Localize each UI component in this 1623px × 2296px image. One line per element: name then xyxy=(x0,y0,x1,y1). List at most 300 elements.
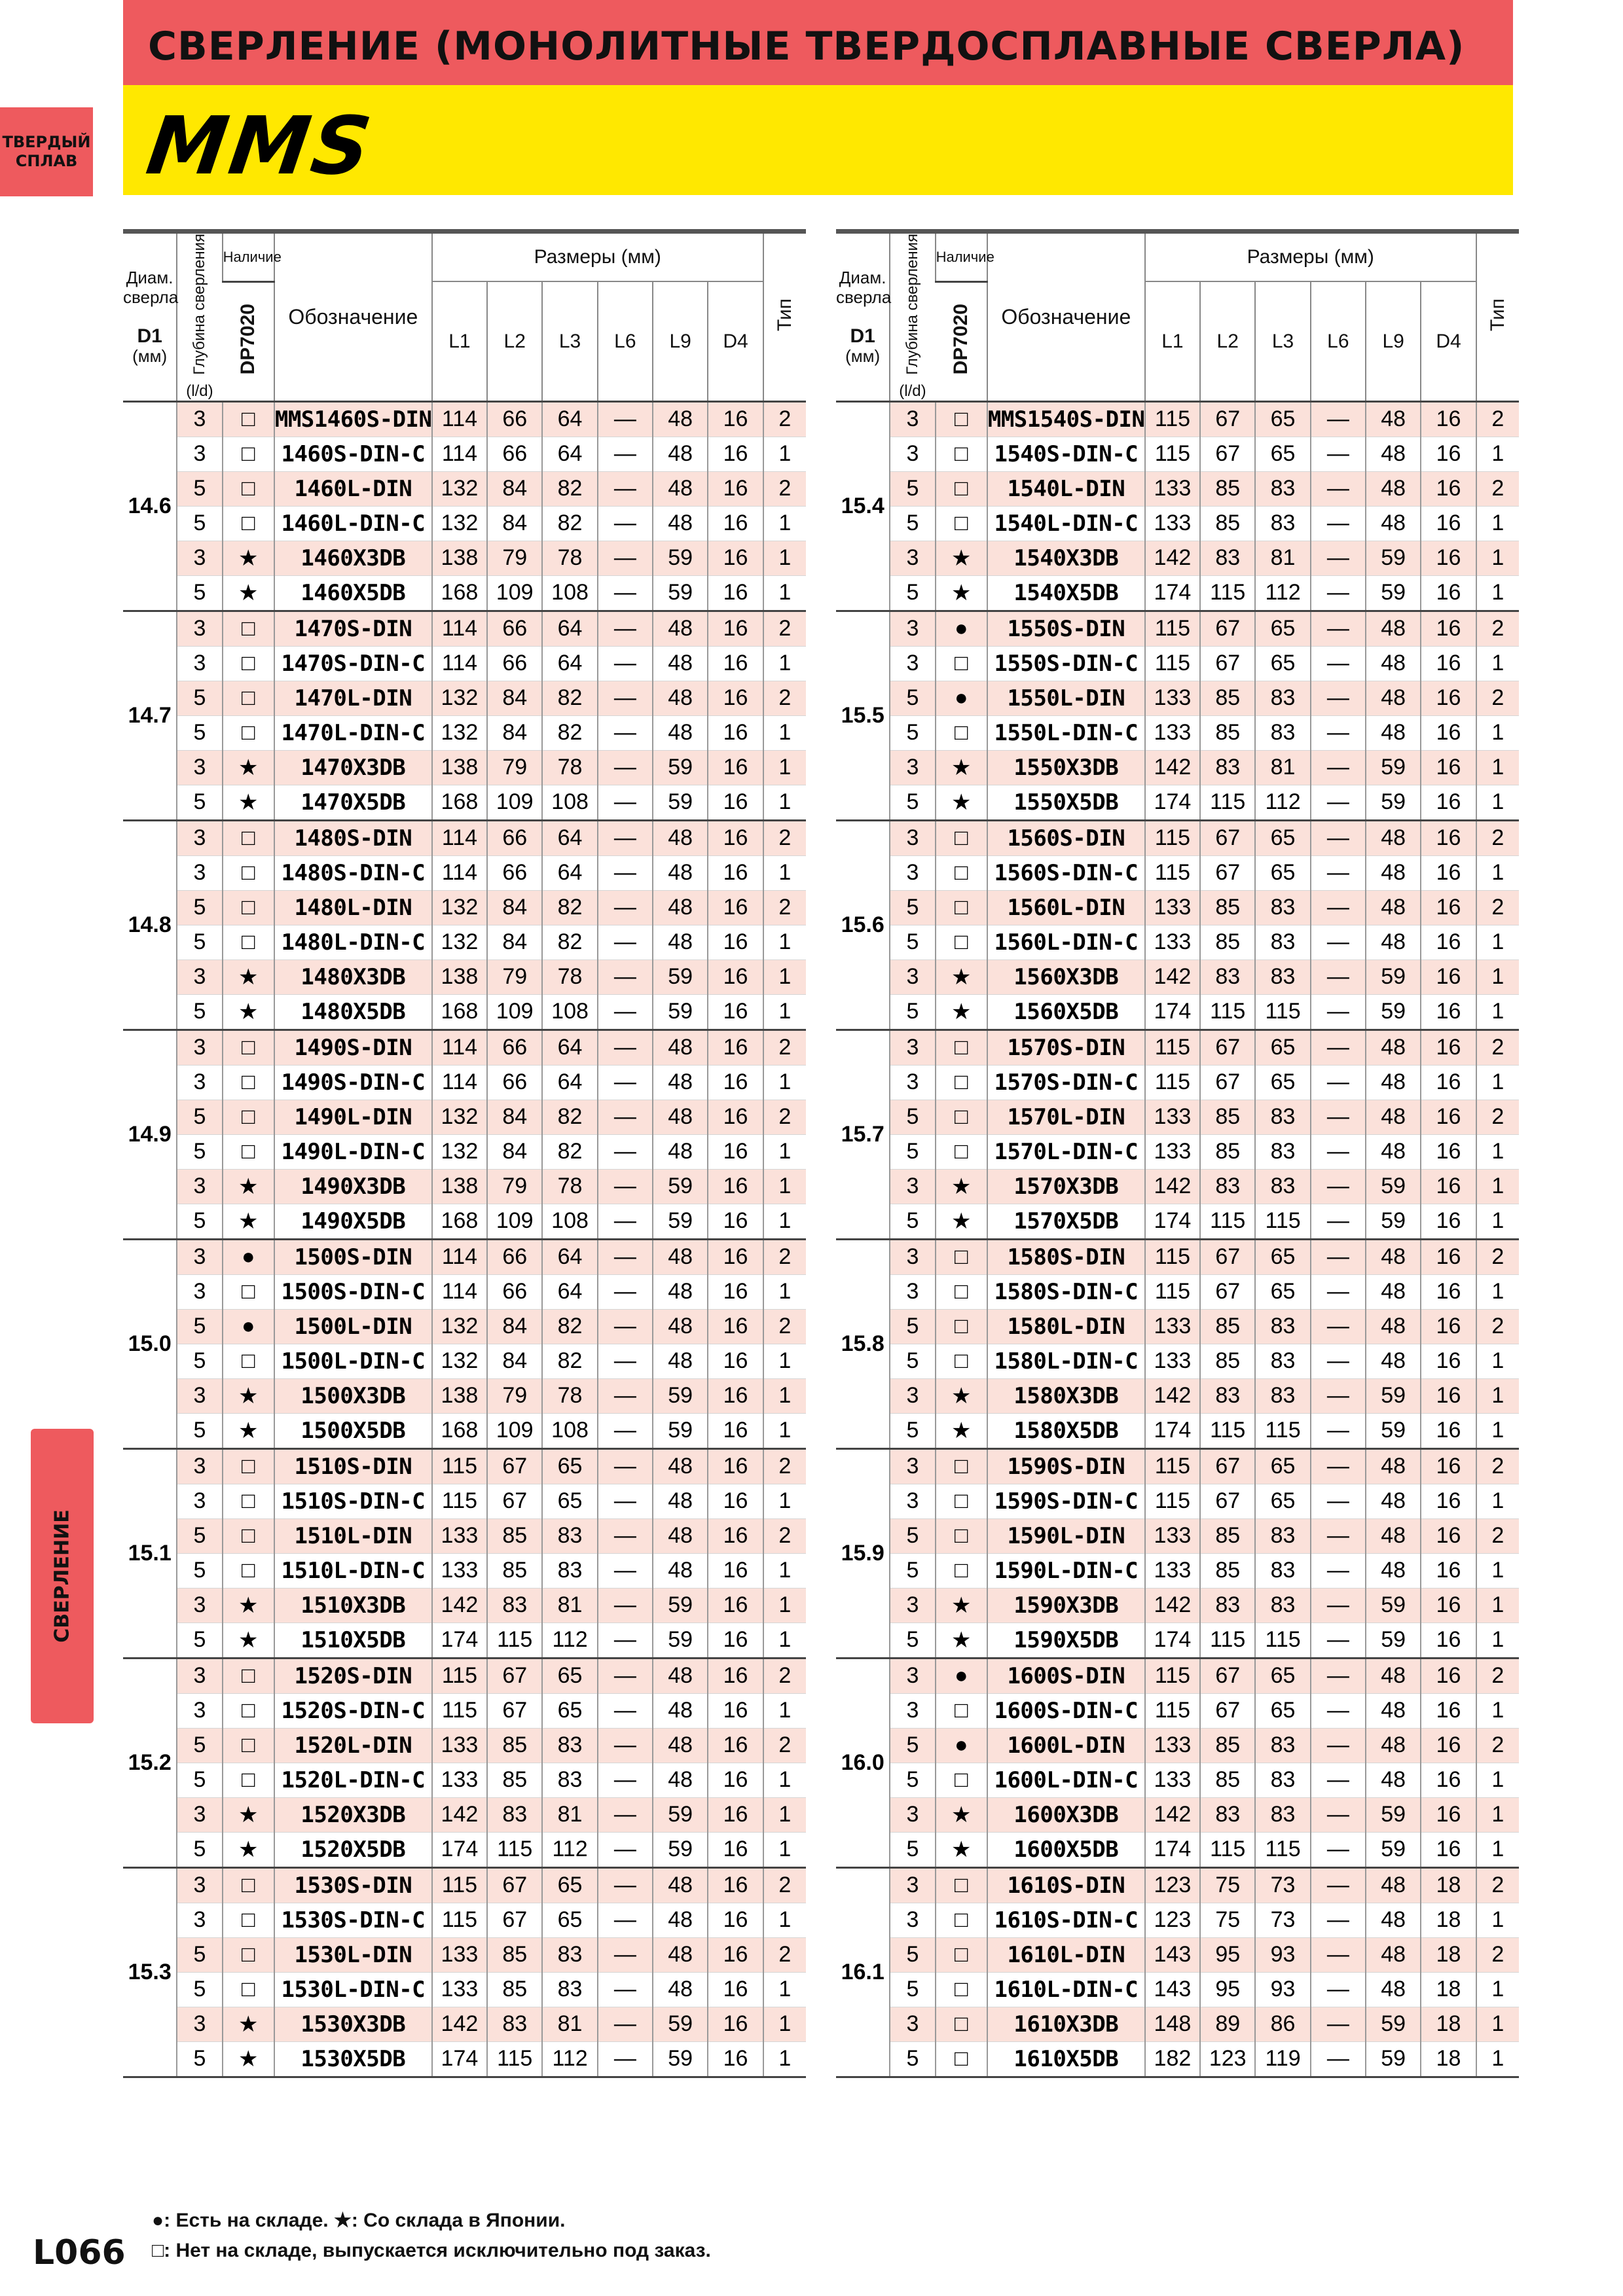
d4-cell: 16 xyxy=(708,1693,763,1728)
l3-cell: 83 xyxy=(1255,925,1310,960)
availability-cell: □ xyxy=(936,1274,987,1309)
l9-cell: 48 xyxy=(653,1309,708,1344)
l9-cell: 59 xyxy=(653,1623,708,1658)
l3-cell: 78 xyxy=(542,1169,597,1204)
d4-cell: 16 xyxy=(1421,1588,1476,1623)
designation-cell: 1490L-DIN xyxy=(274,1100,432,1134)
l6-cell: — xyxy=(598,1169,653,1204)
availability-cell: □ xyxy=(936,471,987,506)
l2-cell: 109 xyxy=(487,1413,542,1448)
l3-cell: 64 xyxy=(542,855,597,890)
availability-cell: ★ xyxy=(223,1623,274,1658)
l6-cell: — xyxy=(598,2041,653,2077)
l6-cell: — xyxy=(598,855,653,890)
d4-cell: 16 xyxy=(708,1588,763,1623)
table-row xyxy=(123,890,806,925)
l6-cell: — xyxy=(1311,681,1366,715)
l6-cell: — xyxy=(598,1518,653,1553)
designation-cell: 1600L-DIN xyxy=(987,1728,1145,1763)
l6-cell: — xyxy=(598,1065,653,1100)
designation-cell: 1580S-DIN xyxy=(987,1239,1145,1274)
availability-cell: □ xyxy=(936,1309,987,1344)
l1-cell: 148 xyxy=(1145,2007,1200,2041)
designation-cell: 1490X3DB xyxy=(274,1169,432,1204)
depth-cell: 5 xyxy=(177,1344,222,1378)
depth-cell: 5 xyxy=(890,1344,935,1378)
l2-cell: 109 xyxy=(487,1204,542,1239)
l9-cell: 48 xyxy=(1366,1134,1421,1169)
table-row xyxy=(123,1413,806,1448)
designation-cell: 1580L-DIN-C xyxy=(987,1344,1145,1378)
l1-header: L1 xyxy=(1145,281,1200,401)
table-row xyxy=(123,1239,806,1274)
designation-cell: 1520X3DB xyxy=(274,1797,432,1832)
l9-cell: 48 xyxy=(1366,1100,1421,1134)
diameter-cell: 15.9 xyxy=(836,1448,890,1658)
table-header xyxy=(836,232,1519,402)
l1-cell: 168 xyxy=(432,994,487,1030)
depth-cell: 3 xyxy=(890,750,935,785)
availability-cell: ● xyxy=(936,1728,987,1763)
table-row xyxy=(836,1344,1519,1378)
table-row xyxy=(836,1588,1519,1623)
l3-cell: 83 xyxy=(1255,715,1310,750)
d4-cell: 16 xyxy=(1421,1239,1476,1274)
table-row xyxy=(836,2041,1519,2077)
l3-cell: 83 xyxy=(542,1972,597,2007)
l9-cell: 48 xyxy=(1366,715,1421,750)
d4-cell: 16 xyxy=(1421,1658,1476,1693)
availability-cell: □ xyxy=(936,925,987,960)
depth-cell: 3 xyxy=(890,1588,935,1623)
table-row xyxy=(123,1030,806,1065)
type-cell: 1 xyxy=(763,1693,806,1728)
l9-cell: 48 xyxy=(1366,471,1421,506)
l2-header: L2 xyxy=(1200,281,1255,401)
l2-cell: 85 xyxy=(1200,506,1255,541)
l3-cell: 112 xyxy=(1255,785,1310,820)
l2-cell: 84 xyxy=(487,1309,542,1344)
availability-cell: □ xyxy=(223,611,274,646)
l2-cell: 66 xyxy=(487,437,542,471)
type-cell: 1 xyxy=(1476,1344,1519,1378)
l1-cell: 115 xyxy=(1145,820,1200,855)
type-cell: 1 xyxy=(763,1484,806,1518)
l6-cell: — xyxy=(1311,820,1366,855)
l3-cell: 64 xyxy=(542,401,597,437)
designation-cell: 1550X3DB xyxy=(987,750,1145,785)
l6-header: L6 xyxy=(1311,281,1366,401)
l3-cell: 83 xyxy=(1255,1378,1310,1413)
table-row xyxy=(836,1274,1519,1309)
availability-cell: ● xyxy=(223,1239,274,1274)
l9-cell: 48 xyxy=(653,1065,708,1100)
d4-cell: 16 xyxy=(1421,715,1476,750)
table-row xyxy=(836,506,1519,541)
l1-cell: 115 xyxy=(1145,1274,1200,1309)
depth-cell: 3 xyxy=(177,1030,222,1065)
designation-cell: 1530X5DB xyxy=(274,2041,432,2077)
table-row xyxy=(836,1867,1519,1903)
availability-cell: □ xyxy=(936,1763,987,1797)
d4-header: D4 xyxy=(1421,281,1476,401)
l6-cell: — xyxy=(1311,1134,1366,1169)
l3-cell: 65 xyxy=(1255,820,1310,855)
d4-cell: 16 xyxy=(1421,785,1476,820)
designation-cell: 1530S-DIN xyxy=(274,1867,432,1903)
side-tab-drilling-label: СВЕРЛЕНИЕ xyxy=(50,1509,74,1643)
availability-cell: ★ xyxy=(223,960,274,994)
depth-cell: 3 xyxy=(890,960,935,994)
d4-cell: 16 xyxy=(708,1658,763,1693)
depth-cell: 5 xyxy=(177,471,222,506)
designation-cell: 1530L-DIN-C xyxy=(274,1972,432,2007)
availability-cell: ★ xyxy=(223,2007,274,2041)
d4-cell: 18 xyxy=(1421,1937,1476,1972)
l3-cell: 83 xyxy=(1255,960,1310,994)
l6-cell: — xyxy=(1311,2007,1366,2041)
l6-cell: — xyxy=(1311,1658,1366,1693)
l2-cell: 84 xyxy=(487,681,542,715)
table-row xyxy=(836,1378,1519,1413)
depth-cell: 5 xyxy=(890,890,935,925)
d4-cell: 16 xyxy=(708,1484,763,1518)
l9-cell: 59 xyxy=(1366,1378,1421,1413)
availability-cell: □ xyxy=(936,1867,987,1903)
d4-cell: 16 xyxy=(708,1448,763,1484)
type-cell: 1 xyxy=(1476,1972,1519,2007)
table-row xyxy=(123,1169,806,1204)
type-cell: 1 xyxy=(1476,1134,1519,1169)
l2-cell: 66 xyxy=(487,1239,542,1274)
type-cell: 2 xyxy=(763,1658,806,1693)
l6-cell: — xyxy=(1311,646,1366,681)
l6-cell: — xyxy=(1311,1623,1366,1658)
type-cell: 1 xyxy=(1476,1553,1519,1588)
designation-cell: MMS1540S-DIN xyxy=(987,401,1145,437)
availability-cell: ★ xyxy=(223,1832,274,1867)
type-cell: 1 xyxy=(763,1065,806,1100)
table-row xyxy=(836,646,1519,681)
availability-cell: ★ xyxy=(223,575,274,611)
l2-cell: 67 xyxy=(1200,1658,1255,1693)
designation-cell: 1480X3DB xyxy=(274,960,432,994)
table-row xyxy=(123,611,806,646)
depth-cell: 5 xyxy=(177,1623,222,1658)
table-row xyxy=(836,855,1519,890)
l2-cell: 123 xyxy=(1200,2041,1255,2077)
availability-cell: ★ xyxy=(223,1204,274,1239)
designation-cell: 1560S-DIN xyxy=(987,820,1145,855)
l1-cell: 123 xyxy=(1145,1867,1200,1903)
d4-cell: 16 xyxy=(708,1797,763,1832)
l1-cell: 133 xyxy=(432,1972,487,2007)
l1-cell: 133 xyxy=(1145,1100,1200,1134)
d4-cell: 16 xyxy=(708,1030,763,1065)
type-cell: 2 xyxy=(1476,1239,1519,1274)
l2-cell: 85 xyxy=(1200,925,1255,960)
type-cell: 2 xyxy=(763,1100,806,1134)
l9-cell: 48 xyxy=(653,820,708,855)
table-row xyxy=(836,1169,1519,1204)
l1-cell: 115 xyxy=(1145,1484,1200,1518)
l6-cell: — xyxy=(598,1239,653,1274)
designation-cell: 1600X3DB xyxy=(987,1797,1145,1832)
depth-cell: 5 xyxy=(177,1309,222,1344)
l6-cell: — xyxy=(1311,1972,1366,2007)
l1-cell: 123 xyxy=(1145,1903,1200,1937)
type-cell: 1 xyxy=(763,646,806,681)
type-cell: 1 xyxy=(1476,1413,1519,1448)
availability-cell: □ xyxy=(936,1484,987,1518)
l3-cell: 81 xyxy=(542,1588,597,1623)
availability-cell: □ xyxy=(936,1693,987,1728)
designation-cell: 1550L-DIN-C xyxy=(987,715,1145,750)
d4-cell: 16 xyxy=(708,960,763,994)
depth-cell: 5 xyxy=(890,1100,935,1134)
table-row xyxy=(123,1274,806,1309)
depth-header: Глубина сверления (l/d) xyxy=(177,232,222,402)
availability-cell: ★ xyxy=(936,1378,987,1413)
l1-cell: 174 xyxy=(1145,1832,1200,1867)
l3-cell: 83 xyxy=(542,1937,597,1972)
l1-cell: 133 xyxy=(1145,1344,1200,1378)
availability-cell: ★ xyxy=(936,1623,987,1658)
type-cell: 1 xyxy=(1476,2041,1519,2077)
l3-cell: 65 xyxy=(1255,1239,1310,1274)
l6-cell: — xyxy=(598,2007,653,2041)
l9-cell: 59 xyxy=(1366,2007,1421,2041)
table-row xyxy=(123,1518,806,1553)
l9-cell: 48 xyxy=(653,1553,708,1588)
l1-cell: 115 xyxy=(432,1658,487,1693)
type-cell: 1 xyxy=(763,1588,806,1623)
l2-cell: 67 xyxy=(1200,1065,1255,1100)
l3-cell: 65 xyxy=(1255,1484,1310,1518)
availability-cell: □ xyxy=(223,925,274,960)
availability-cell: ★ xyxy=(223,541,274,575)
l1-cell: 133 xyxy=(1145,681,1200,715)
table-row xyxy=(123,1728,806,1763)
l1-cell: 133 xyxy=(1145,471,1200,506)
designation-cell: 1610L-DIN-C xyxy=(987,1972,1145,2007)
designation-cell: 1480S-DIN-C xyxy=(274,855,432,890)
l9-cell: 59 xyxy=(653,1797,708,1832)
table-row xyxy=(836,1309,1519,1344)
l9-cell: 59 xyxy=(1366,750,1421,785)
type-cell: 2 xyxy=(1476,1658,1519,1693)
d4-cell: 16 xyxy=(1421,575,1476,611)
l2-cell: 85 xyxy=(487,1553,542,1588)
l9-cell: 59 xyxy=(653,960,708,994)
designation-cell: 1600L-DIN-C xyxy=(987,1763,1145,1797)
table-row xyxy=(836,611,1519,646)
l6-cell: — xyxy=(598,541,653,575)
type-cell: 2 xyxy=(1476,401,1519,437)
l3-header: L3 xyxy=(1255,281,1310,401)
depth-cell: 3 xyxy=(177,1797,222,1832)
l3-cell: 64 xyxy=(542,1030,597,1065)
d4-cell: 16 xyxy=(708,925,763,960)
designation-cell: 1460L-DIN xyxy=(274,471,432,506)
l1-cell: 142 xyxy=(1145,1169,1200,1204)
l6-cell: — xyxy=(1311,1030,1366,1065)
l3-cell: 93 xyxy=(1255,1937,1310,1972)
l2-cell: 83 xyxy=(1200,1797,1255,1832)
d4-cell: 16 xyxy=(708,471,763,506)
d4-cell: 16 xyxy=(1421,646,1476,681)
d4-cell: 16 xyxy=(708,611,763,646)
table-row xyxy=(123,2007,806,2041)
d4-cell: 16 xyxy=(1421,681,1476,715)
d4-cell: 16 xyxy=(1421,1623,1476,1658)
side-tab-drilling xyxy=(31,1429,94,1723)
l2-cell: 83 xyxy=(1200,750,1255,785)
l2-cell: 115 xyxy=(1200,785,1255,820)
depth-cell: 5 xyxy=(890,1763,935,1797)
d4-cell: 16 xyxy=(708,785,763,820)
l1-cell: 114 xyxy=(432,611,487,646)
designation-cell: 1500X5DB xyxy=(274,1413,432,1448)
l2-cell: 83 xyxy=(1200,960,1255,994)
depth-cell: 3 xyxy=(177,1867,222,1903)
d4-cell: 18 xyxy=(1421,2041,1476,2077)
availability-header: Наличие xyxy=(223,232,274,282)
l6-cell: — xyxy=(598,646,653,681)
d4-cell: 16 xyxy=(1421,1100,1476,1134)
type-cell: 2 xyxy=(763,471,806,506)
diameter-header: Диам. сверла D1 (мм) xyxy=(836,232,890,402)
designation-header: Обозначение xyxy=(987,232,1145,402)
l3-cell: 115 xyxy=(1255,1413,1310,1448)
l2-cell: 67 xyxy=(487,1903,542,1937)
l1-cell: 132 xyxy=(432,925,487,960)
l6-cell: — xyxy=(598,925,653,960)
table-row xyxy=(836,715,1519,750)
type-cell: 1 xyxy=(763,506,806,541)
type-cell: 1 xyxy=(1476,1484,1519,1518)
l1-cell: 133 xyxy=(1145,715,1200,750)
l3-cell: 65 xyxy=(1255,646,1310,681)
d4-cell: 18 xyxy=(1421,1867,1476,1903)
l2-cell: 66 xyxy=(487,820,542,855)
type-cell: 1 xyxy=(1476,1588,1519,1623)
type-cell: 2 xyxy=(763,681,806,715)
table-row xyxy=(836,575,1519,611)
l2-cell: 115 xyxy=(1200,1204,1255,1239)
table-row xyxy=(123,437,806,471)
l9-cell: 48 xyxy=(1366,681,1421,715)
type-cell: 1 xyxy=(1476,646,1519,681)
table-row xyxy=(123,1693,806,1728)
type-cell: 2 xyxy=(1476,471,1519,506)
title-bar xyxy=(123,0,1513,85)
depth-cell: 5 xyxy=(890,2041,935,2077)
l3-cell: 78 xyxy=(542,541,597,575)
designation-cell: 1610X5DB xyxy=(987,2041,1145,2077)
l9-cell: 48 xyxy=(1366,1448,1421,1484)
designation-cell: 1590L-DIN-C xyxy=(987,1553,1145,1588)
d4-cell: 16 xyxy=(708,1972,763,2007)
legend-line-stock: ●: Есть на складе. ★: Со склада в Японии. xyxy=(152,2210,566,2231)
type-header: Тип xyxy=(763,232,806,402)
table-row xyxy=(123,750,806,785)
l2-cell: 79 xyxy=(487,960,542,994)
depth-cell: 3 xyxy=(890,437,935,471)
l9-cell: 48 xyxy=(653,506,708,541)
l2-cell: 67 xyxy=(1200,855,1255,890)
d4-cell: 16 xyxy=(1421,1030,1476,1065)
table-row xyxy=(836,1937,1519,1972)
availability-cell: ★ xyxy=(223,785,274,820)
side-tab-carbide: ТВЕРДЫЙ СПЛАВ xyxy=(0,107,93,196)
table-row xyxy=(836,785,1519,820)
l2-cell: 85 xyxy=(487,1518,542,1553)
l6-cell: — xyxy=(1311,1204,1366,1239)
designation-cell: 1510S-DIN xyxy=(274,1448,432,1484)
designation-cell: 1600X5DB xyxy=(987,1832,1145,1867)
l3-cell: 65 xyxy=(1255,855,1310,890)
l6-cell: — xyxy=(1311,1309,1366,1344)
l9-cell: 48 xyxy=(653,1448,708,1484)
l3-cell: 112 xyxy=(542,1832,597,1867)
grade-header: DP7020 xyxy=(936,281,987,401)
l1-cell: 138 xyxy=(432,541,487,575)
table-row xyxy=(123,401,806,437)
l1-cell: 138 xyxy=(432,1169,487,1204)
depth-cell: 5 xyxy=(177,681,222,715)
l9-cell: 48 xyxy=(653,1867,708,1903)
designation-cell: 1540X3DB xyxy=(987,541,1145,575)
d4-cell: 16 xyxy=(1421,994,1476,1030)
d4-cell: 16 xyxy=(1421,960,1476,994)
l6-cell: — xyxy=(1311,437,1366,471)
designation-cell: 1540X5DB xyxy=(987,575,1145,611)
designation-cell: 1590S-DIN xyxy=(987,1448,1145,1484)
designation-cell: 1520S-DIN xyxy=(274,1658,432,1693)
designation-cell: 1510L-DIN-C xyxy=(274,1553,432,1588)
designation-cell: 1550X5DB xyxy=(987,785,1145,820)
l6-cell: — xyxy=(598,681,653,715)
availability-cell: ● xyxy=(936,681,987,715)
l2-cell: 85 xyxy=(1200,715,1255,750)
l1-cell: 168 xyxy=(432,575,487,611)
availability-cell: □ xyxy=(223,1344,274,1378)
type-cell: 1 xyxy=(763,1832,806,1867)
l2-cell: 115 xyxy=(487,1832,542,1867)
l9-cell: 59 xyxy=(1366,1169,1421,1204)
l2-cell: 109 xyxy=(487,575,542,611)
availability-cell: □ xyxy=(936,1553,987,1588)
depth-cell: 5 xyxy=(177,1937,222,1972)
availability-header: Наличие xyxy=(936,232,987,282)
l3-cell: 119 xyxy=(1255,2041,1310,2077)
l9-cell: 59 xyxy=(1366,994,1421,1030)
type-cell: 2 xyxy=(763,611,806,646)
d4-cell: 16 xyxy=(1421,1832,1476,1867)
l2-header: L2 xyxy=(487,281,542,401)
availability-cell: □ xyxy=(936,890,987,925)
designation-cell: 1590S-DIN-C xyxy=(987,1484,1145,1518)
l1-cell: 133 xyxy=(1145,1309,1200,1344)
designation-cell: 1470S-DIN xyxy=(274,611,432,646)
l6-cell: — xyxy=(598,750,653,785)
designation-cell: 1550S-DIN xyxy=(987,611,1145,646)
depth-cell: 3 xyxy=(177,1484,222,1518)
l1-cell: 142 xyxy=(1145,960,1200,994)
table-row xyxy=(123,1484,806,1518)
table-row xyxy=(836,1413,1519,1448)
